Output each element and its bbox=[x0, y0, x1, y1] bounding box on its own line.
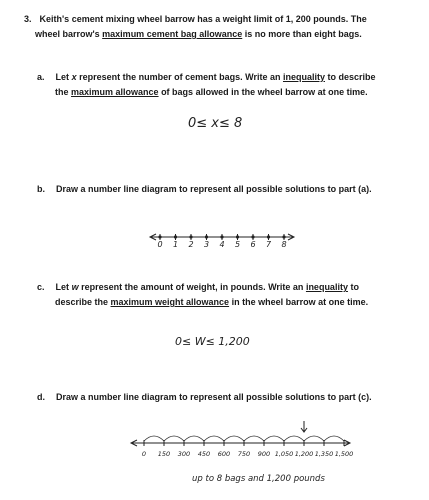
inequality-term: inequality bbox=[282, 72, 325, 82]
jump-arc bbox=[204, 436, 224, 441]
tick-label: 450 bbox=[197, 450, 211, 458]
tick-label: 4 bbox=[219, 240, 225, 249]
problem-text: Keith's cement mixing wheel barrow has a weight limit of bbox=[39, 14, 286, 24]
jump-arc bbox=[304, 436, 324, 441]
solution-point bbox=[282, 235, 285, 238]
problem-text: pounds. The bbox=[310, 14, 367, 24]
part-c-answer: 0≤ W≤ 1,200 bbox=[175, 335, 250, 348]
part-d-text: to represent bbox=[176, 392, 234, 402]
tick-label: 1,200 bbox=[294, 450, 314, 458]
tick-label: 8 bbox=[281, 240, 287, 249]
tick-label: 750 bbox=[237, 450, 251, 458]
problem-text: wheel barrow's bbox=[35, 29, 103, 39]
part-c-text: to bbox=[347, 282, 359, 292]
tick-label: 600 bbox=[217, 450, 231, 458]
number-line-d bbox=[131, 421, 353, 458]
part-d-text: part (c) bbox=[338, 392, 370, 402]
tick-label: 0 bbox=[157, 240, 163, 249]
solution-point bbox=[236, 235, 239, 238]
solution-point bbox=[220, 235, 223, 238]
solution-point bbox=[174, 235, 177, 238]
part-a-text: represent the bbox=[76, 72, 139, 82]
jump-arc bbox=[224, 436, 244, 441]
part-a-letter: a. bbox=[37, 72, 45, 82]
part-d-text: possible solutions to bbox=[243, 392, 339, 402]
jump-arc bbox=[284, 436, 304, 441]
tick-label: 6 bbox=[250, 240, 256, 249]
jump-arc bbox=[164, 436, 184, 441]
problem-text: is no more than bbox=[242, 29, 315, 39]
tick-label: 5 bbox=[234, 240, 241, 249]
tick-label: 900 bbox=[257, 450, 271, 458]
part-b-text: all bbox=[233, 184, 244, 194]
variable-w: w bbox=[71, 282, 79, 292]
part-b-letter: b. bbox=[37, 184, 45, 194]
jump-arc bbox=[264, 436, 284, 441]
part-c-line-1 bbox=[37, 281, 359, 293]
tick-label: 7 bbox=[265, 240, 272, 249]
part-a-text: to describe bbox=[325, 72, 376, 82]
weight-limit: 1, 200 bbox=[285, 14, 311, 24]
variable-x: x bbox=[71, 72, 77, 82]
number-line-b bbox=[150, 234, 294, 249]
jump-arc bbox=[324, 436, 344, 441]
part-b-text: . bbox=[369, 184, 372, 194]
tick-label: 3 bbox=[203, 240, 210, 249]
part-d-letter: d. bbox=[37, 392, 45, 402]
jump-arc bbox=[144, 436, 164, 441]
part-c-text: describe the bbox=[55, 297, 111, 307]
part-d-note: up to 8 bags and 1,200 pounds bbox=[192, 474, 325, 484]
part-c-text: in the wheel barrow at one time. bbox=[229, 297, 369, 307]
part-a-text: of bags allowed in the wheel barrow at one time. bbox=[158, 87, 368, 97]
tick-label: 150 bbox=[157, 450, 171, 458]
bag-count: eight bbox=[314, 29, 336, 39]
part-a-text: number of cement bags bbox=[138, 72, 241, 82]
tick-label: 1 bbox=[172, 240, 179, 249]
solution-point bbox=[267, 235, 270, 238]
tick-label: 1,050 bbox=[274, 450, 294, 458]
max-weight-term: maximum weight allowance bbox=[110, 297, 230, 307]
part-a-answer: 0≤ x≤ 8 bbox=[188, 116, 243, 131]
part-c-text: Let bbox=[55, 282, 72, 292]
part-d-line-1 bbox=[37, 391, 372, 403]
part-d-text: all bbox=[233, 392, 244, 402]
problem-text: bags. bbox=[335, 29, 362, 39]
solution-point bbox=[158, 235, 161, 238]
part-b-text: number line diagram bbox=[88, 184, 177, 194]
part-b-text: possible solutions to bbox=[243, 184, 339, 194]
solution-point bbox=[205, 235, 208, 238]
part-c-letter: c. bbox=[37, 282, 45, 292]
bag-allowance-term: maximum cement bag allowance bbox=[102, 29, 243, 39]
part-c-line-2 bbox=[55, 296, 368, 308]
part-a-text: the bbox=[55, 87, 72, 97]
max-allowance-term: maximum allowance bbox=[71, 87, 159, 97]
part-b-text: Draw a bbox=[56, 184, 89, 194]
tick-label: 1,500 bbox=[334, 450, 354, 458]
problem-number: 3. bbox=[24, 14, 32, 24]
tick-label: 2 bbox=[188, 240, 194, 249]
part-c-text: represent the amount of weight, in pounds. Write an bbox=[78, 282, 306, 292]
inequality-term: inequality bbox=[305, 282, 348, 292]
solution-point bbox=[189, 235, 192, 238]
tick-label: 300 bbox=[177, 450, 191, 458]
part-a-text: Let bbox=[55, 72, 72, 82]
tick-label: 0 bbox=[141, 450, 147, 458]
jump-arc bbox=[184, 436, 204, 441]
tick-label: 1,350 bbox=[314, 450, 334, 458]
part-d-text: number line diagram bbox=[88, 392, 177, 402]
part-d-text: . bbox=[369, 392, 372, 402]
jump-arc bbox=[244, 436, 264, 441]
solution-point bbox=[251, 235, 254, 238]
part-d-text: Draw a bbox=[56, 392, 89, 402]
part-a-text: . Write an bbox=[240, 72, 283, 82]
part-b-text: to represent bbox=[176, 184, 234, 194]
part-b-text: part (a) bbox=[338, 184, 370, 194]
